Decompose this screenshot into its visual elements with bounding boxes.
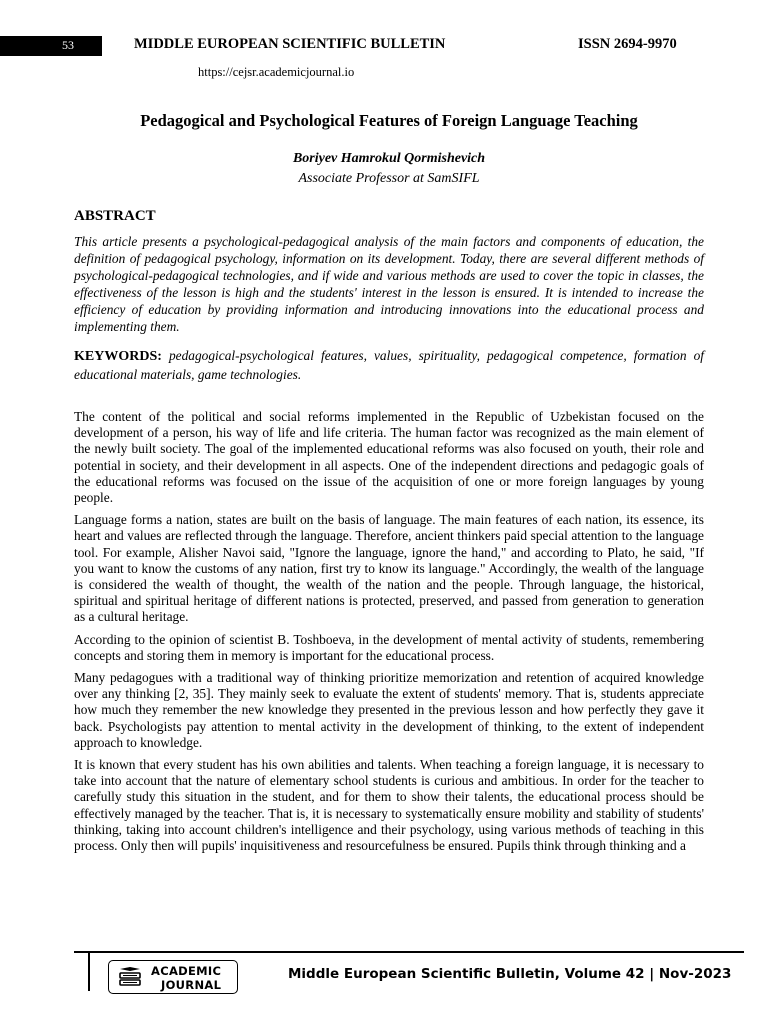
academic-journal-logo — [108, 960, 238, 994]
journal-name: MIDDLE EUROPEAN SCIENTIFIC BULLETIN — [134, 36, 446, 52]
page-number: 53 — [62, 38, 74, 52]
abstract-heading: ABSTRACT — [74, 208, 156, 224]
book-stack-icon — [117, 966, 143, 988]
page-number-box — [0, 36, 102, 56]
author-affiliation: Associate Professor at SamSIFL — [298, 171, 480, 186]
author-name: Boriyev Hamrokul Qormishevich — [292, 151, 486, 166]
footer-citation: Middle European Scientific Bulletin, Volume 42 | Nov-2023 — [288, 966, 732, 982]
footer-rule — [74, 951, 744, 953]
footer-vertical-rule — [88, 953, 90, 991]
page-header — [0, 0, 768, 79]
keywords-block — [74, 347, 704, 384]
article-body — [74, 409, 704, 860]
abstract-text: This article presents a psychological-pedagogical analysis of the main factors and components of education, the definition of pedagogical psychology, information on its development. Today, there are several different methods of psychological-pedagogical technologies, and if wide and various methods are used to cover the topic in classes, the effectiveness of the lesson is high and the students' interest in the lesson is ensured. It is intended to increase the efficiency of education by providing information and introducing innovations into the educational process and implementing them. — [74, 234, 704, 335]
body-paragraph: Language forms a nation, states are built on the basis of language. The main features of each nation, its essence, its heart and values are reflected through the language. Therefore, ancient thinkers paid special attention to the language tool. For example, Alisher Navoi said, "Ignore the language, ignore the hand," and according to Plato, he said, "If you want to know the customs of any nation, first try to know its language." Accordingly, the wealth of the language is considered the wealth of thought, the wealth of the nation and the people. Through language, the historical, spiritual and spiritual heritage of different nations is protected, preserved, and passed from generation to generation as a cultural heritage. — [74, 512, 704, 625]
journal-url[interactable]: https://cejsr.academicjournal.io — [198, 65, 355, 79]
keywords-text: pedagogical-psychological features, values, spirituality, pedagogical competence, formation of educational materials, game technologies. — [74, 348, 704, 382]
body-paragraph: Many pedagogues with a traditional way of thinking prioritize memorization and retention of acquired knowledge over any thinking [2, 35]. They mainly seek to evaluate the extent of students' memory. That is, students appreciate how much they remember the new knowledge they presented in the previous lesson and how perfectly they gave it back. Psychologists pay attention to mental activity in the development of thinking, to the extent of independent approach to knowledge. — [74, 670, 704, 750]
issn: ISSN 2694-9970 — [578, 36, 677, 52]
logo-text-academic: ACADEMIC — [151, 964, 222, 978]
article-title: Pedagogical and Psychological Features of Foreign Language Teaching — [140, 111, 638, 130]
body-paragraph: It is known that every student has his own abilities and talents. When teaching a foreign language, it is necessary to take into account that the nature of elementary school students is curious and ambitious. In order for the teacher to carefully study this situation in the student, and for them to show their talents, the educational process should be effectively managed by the teacher. That is, it is necessary to systematically ensure mobility and stability of students' thinking, taking into account children's intelligence and their psychology, using various methods of teaching in this process. Only then will pupils' inquisitiveness and resourcefulness be ensured. Pupils think through thinking and a — [74, 757, 704, 854]
logo-text-journal: JOURNAL — [161, 978, 222, 992]
body-paragraph: The content of the political and social reforms implemented in the Republic of Uzbekistan focused on the development of a person, his way of life and life criteria. The human factor was recognized as the main element of the newly built society. The goal of the implemented educational reforms was also focused on youth, their role and potential in society, and their development in all aspects. One of the independent directions and pedagogic goals of the educational reforms was focused on the issue of the acquisition of one or more foreign languages by young people. — [74, 409, 704, 506]
body-paragraph: According to the opinion of scientist B. Toshboeva, in the development of mental activity of students, remembering concepts and storing them in memory is important for the educational process. — [74, 631, 704, 663]
keywords-label: KEYWORDS: — [74, 349, 162, 364]
